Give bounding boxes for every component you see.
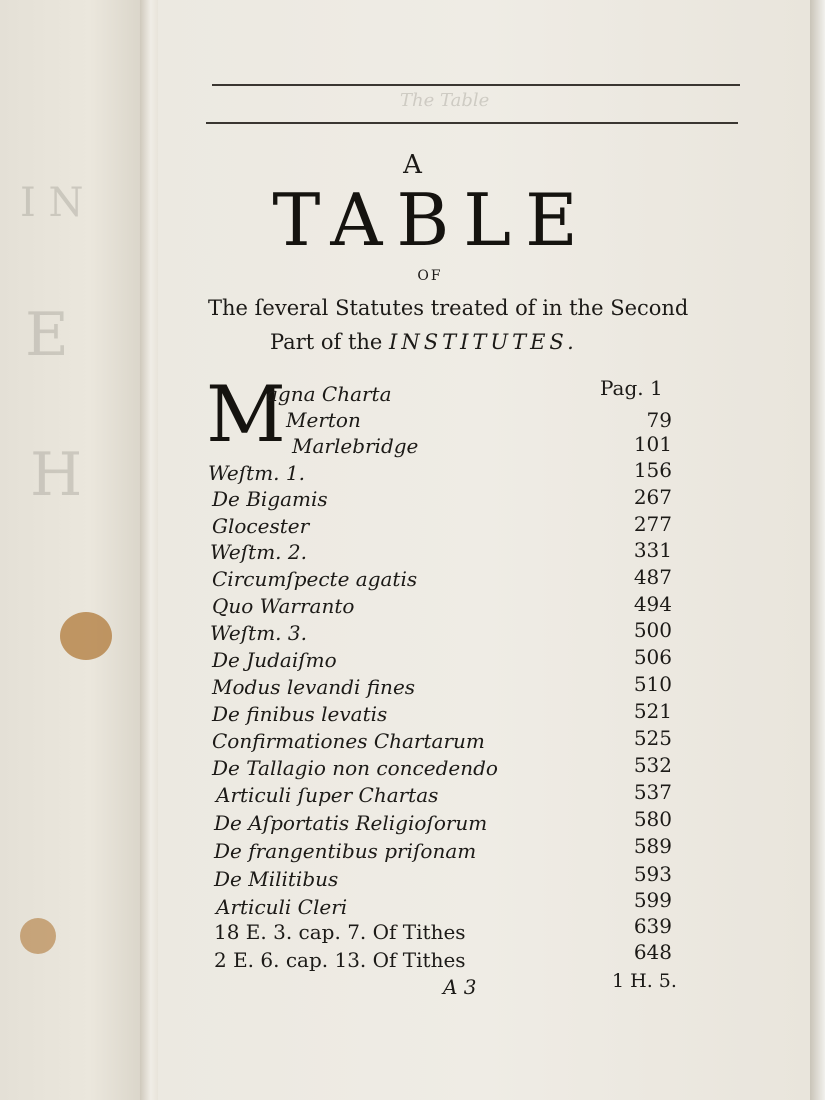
entry-title: De Bigamis — [212, 487, 328, 511]
entry-title: De Judaiſmo — [212, 648, 337, 672]
foxing-stain — [60, 612, 112, 660]
signature-mark: A 3 — [443, 975, 477, 999]
entry-title: Modus levandi fines — [212, 675, 416, 699]
entry-page: 500 — [633, 618, 672, 642]
entry-page: 639 — [633, 914, 672, 938]
catchword: 1 H. 5. — [612, 970, 677, 992]
entry-title: De finibus levatis — [212, 702, 388, 726]
second-rule — [206, 122, 738, 124]
entry-page: 599 — [633, 888, 672, 912]
entry-title: De Aſportatis Religioſorum — [214, 811, 488, 835]
entry-page: 79 — [646, 408, 672, 432]
entry-page: 589 — [633, 834, 672, 858]
entry-page: 506 — [633, 645, 672, 669]
bleed-through-text: The Table — [400, 90, 490, 111]
entry-page: 487 — [633, 565, 672, 589]
entry-title: Quo Warranto — [212, 594, 355, 618]
drop-cap: M — [206, 370, 286, 460]
subtitle-line-1: The ſeveral Statutes treated of in the Second — [208, 296, 689, 320]
entry-title: agna Charta — [266, 382, 392, 406]
entry-title: De frangentibus priſonam — [214, 839, 477, 863]
subtitle-line-2 — [270, 330, 578, 354]
subtitle-institutes: INSTITUTES. — [389, 330, 578, 354]
entry-page: 101 — [633, 432, 672, 456]
title-a: A — [403, 150, 422, 180]
page-title: TABLE — [272, 178, 592, 262]
entry-title: 2 E. 6. cap. 13. Of Tithes — [214, 948, 466, 972]
page-label: Pag. 1 — [600, 376, 663, 400]
entry-page: 593 — [633, 862, 672, 886]
entry-page: 525 — [633, 726, 672, 750]
entry-page: 494 — [633, 592, 672, 616]
entry-title: 18 E. 3. cap. 7. Of Tithes — [214, 920, 466, 944]
entry-title: Marlebridge — [292, 434, 419, 458]
entry-title: De Militibus — [214, 867, 339, 891]
bleed-through-text: H — [30, 440, 83, 510]
top-rule — [212, 84, 740, 86]
foxing-stain — [20, 918, 56, 954]
entry-title: Articuli Cleri — [216, 895, 348, 919]
entry-title: De Tallagio non concedendo — [212, 756, 498, 780]
entry-page: 510 — [633, 672, 672, 696]
entry-title: Circumſpecte agatis — [212, 567, 418, 591]
entry-page: 156 — [633, 458, 672, 482]
entry-page: 277 — [633, 512, 672, 536]
entry-title: Confirmationes Chartarum — [212, 729, 485, 753]
entry-page: 331 — [633, 538, 672, 562]
entry-title: Weſtm. 2. — [210, 540, 307, 564]
entry-title: Articuli ſuper Chartas — [216, 783, 439, 807]
bleed-through-text: I N — [20, 180, 84, 226]
entry-title: Weſtm. 1. — [208, 461, 305, 485]
entry-page: 580 — [633, 807, 672, 831]
entry-page: 521 — [633, 699, 672, 723]
entry-page: 648 — [633, 940, 672, 964]
entry-title: Weſtm. 3. — [210, 621, 307, 645]
entry-page: 537 — [633, 780, 672, 804]
subtitle-prefix: Part of the — [270, 330, 383, 354]
bleed-through-text: E — [25, 300, 69, 370]
entry-page: 532 — [633, 753, 672, 777]
entry-title: Glocester — [212, 514, 310, 538]
entry-page: 267 — [633, 485, 672, 509]
title-of: OF — [417, 268, 443, 284]
entry-title: Merton — [286, 408, 361, 432]
